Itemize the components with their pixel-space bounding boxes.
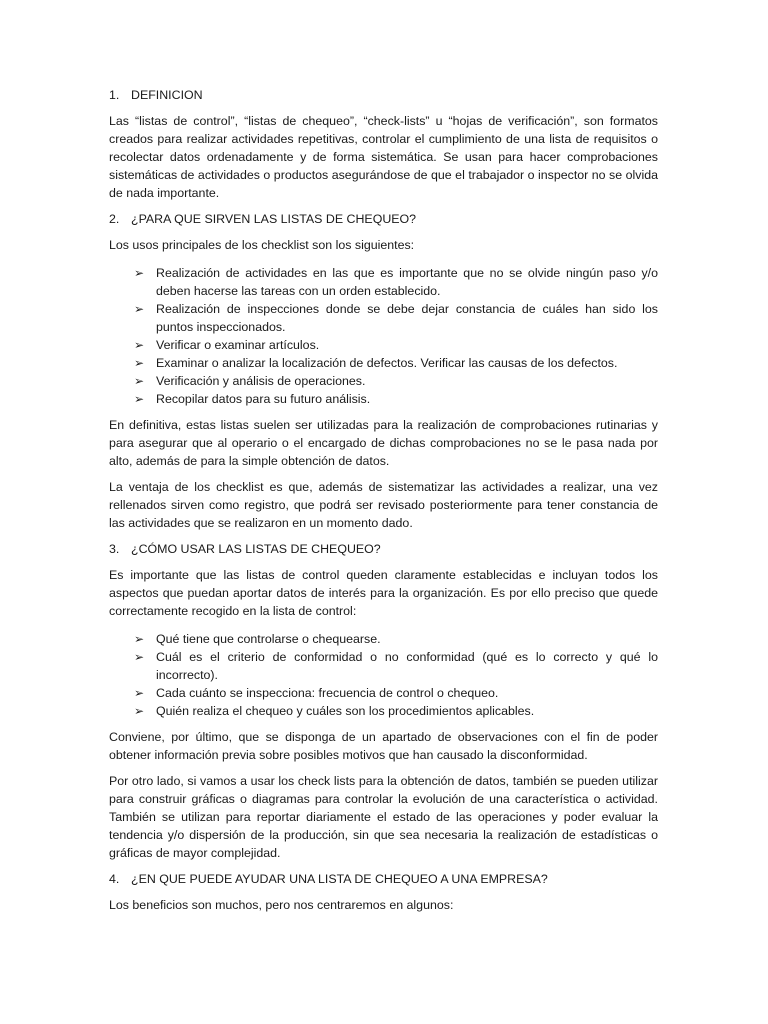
arrow-bullet-icon: ➢ (134, 356, 145, 370)
bullet-list (109, 264, 658, 408)
document-page (109, 86, 658, 922)
list-item (109, 264, 658, 300)
list-item-text: Examinar o analizar la localización de defectos. Verificar las causas de los defectos. (156, 356, 618, 370)
section-heading-en-que-puede-ayudar (109, 870, 658, 888)
section-title: DEFINICION (131, 88, 203, 102)
list-item-text: Quién realiza el chequeo y cuáles son los procedimientos aplicables. (156, 704, 535, 718)
list-item-text: Verificación y análisis de operaciones. (156, 374, 366, 388)
section-heading-como-usar (109, 540, 658, 558)
list-item-text: Verificar o examinar artículos. (156, 338, 320, 352)
list-item-text: Cuál es el criterio de conformidad o no conformidad (qué es lo correcto y qué lo incorrecto). (156, 650, 658, 682)
paragraph-intro: Los usos principales de los checklist son los siguientes: (109, 238, 415, 252)
arrow-bullet-icon: ➢ (134, 266, 145, 280)
arrow-bullet-icon: ➢ (134, 650, 145, 664)
list-item (109, 372, 658, 390)
section-title: ¿EN QUE PUEDE AYUDAR UNA LISTA DE CHEQUEO A UNA EMPRESA? (131, 872, 548, 886)
arrow-bullet-icon: ➢ (134, 392, 145, 406)
section-heading-para-que-sirven (109, 210, 658, 228)
section-number: 3. (109, 542, 120, 556)
paragraph: Conviene, por último, que se disponga de un apartado de observaciones con el fin de poder obtener información previa sobre posibles motivos que han causado la disconformidad. (109, 730, 658, 762)
paragraph: Las “listas de control”, “listas de chequeo”, “check-lists” u “hojas de verificación”, son formatos creados para realizar actividades repetitivas, controlar el cumplimiento de una lista de requisitos o recolectar datos ordenadamente y de forma sistemática. Se usan para hacer comprobaciones sistemáticas de actividades o productos asegurándose de que el trabajador o inspector no se olvida de nada importante. (109, 114, 658, 200)
section-number: 4. (109, 872, 120, 886)
list-item (109, 300, 658, 336)
arrow-bullet-icon: ➢ (134, 374, 145, 388)
list-item-text: Realización de actividades en las que es importante que no se olvide ningún paso y/o deben hacerse las tareas con un orden establecido. (156, 266, 658, 298)
list-item (109, 648, 658, 684)
arrow-bullet-icon: ➢ (134, 686, 145, 700)
section-title: ¿CÓMO USAR LAS LISTAS DE CHEQUEO? (131, 542, 381, 556)
list-item (109, 390, 658, 408)
list-item (109, 354, 658, 372)
bullet-list (109, 630, 658, 720)
paragraph: La ventaja de los checklist es que, además de sistematizar las actividades a realizar, una vez rellenados sirven como registro, que podrá ser revisado posteriormente para tener constancia de las actividades que se realizaron en un momento dado. (109, 480, 658, 530)
section-number: 1. (109, 88, 120, 102)
paragraph: En definitiva, estas listas suelen ser utilizadas para la realización de comprobaciones rutinarias y para asegurar que al operario o el encargado de dichas comprobaciones no se le pasa nada por alto, además de para la simple obtención de datos. (109, 418, 658, 468)
paragraph-intro: Es importante que las listas de control queden claramente establecidas e incluyan todos los aspectos que puedan aportar datos de interés para la organización. Es por ello preciso que quede correctamente recogido en la lista de control: (109, 568, 658, 618)
list-item (109, 702, 658, 720)
arrow-bullet-icon: ➢ (134, 632, 145, 646)
arrow-bullet-icon: ➢ (134, 338, 145, 352)
list-item-text: Recopilar datos para su futuro análisis. (156, 392, 371, 406)
list-item-text: Realización de inspecciones donde se debe dejar constancia de cuáles han sido los puntos inspeccionados. (156, 302, 658, 334)
section-title: ¿PARA QUE SIRVEN LAS LISTAS DE CHEQUEO? (131, 212, 417, 226)
list-item (109, 630, 658, 648)
list-item-text: Cada cuánto se inspecciona: frecuencia de control o chequeo. (156, 686, 499, 700)
section-number: 2. (109, 212, 120, 226)
section-heading-definicion (109, 86, 658, 104)
arrow-bullet-icon: ➢ (134, 302, 145, 316)
list-item-text: Qué tiene que controlarse o chequearse. (156, 632, 381, 646)
arrow-bullet-icon: ➢ (134, 704, 145, 718)
paragraph: Por otro lado, si vamos a usar los check lists para la obtención de datos, también se pueden utilizar para construir gráficas o diagramas para controlar la evolución de una característica o actividad. También se utilizan para reportar diariamente el estado de las operaciones y poder evaluar la tendencia y/o dispersión de la producción, sin que sea necesaria la realización de estadísticas o gráficas de mayor complejidad. (109, 774, 658, 860)
list-item (109, 336, 658, 354)
list-item (109, 684, 658, 702)
paragraph-intro: Los beneficios son muchos, pero nos centraremos en algunos: (109, 898, 454, 912)
